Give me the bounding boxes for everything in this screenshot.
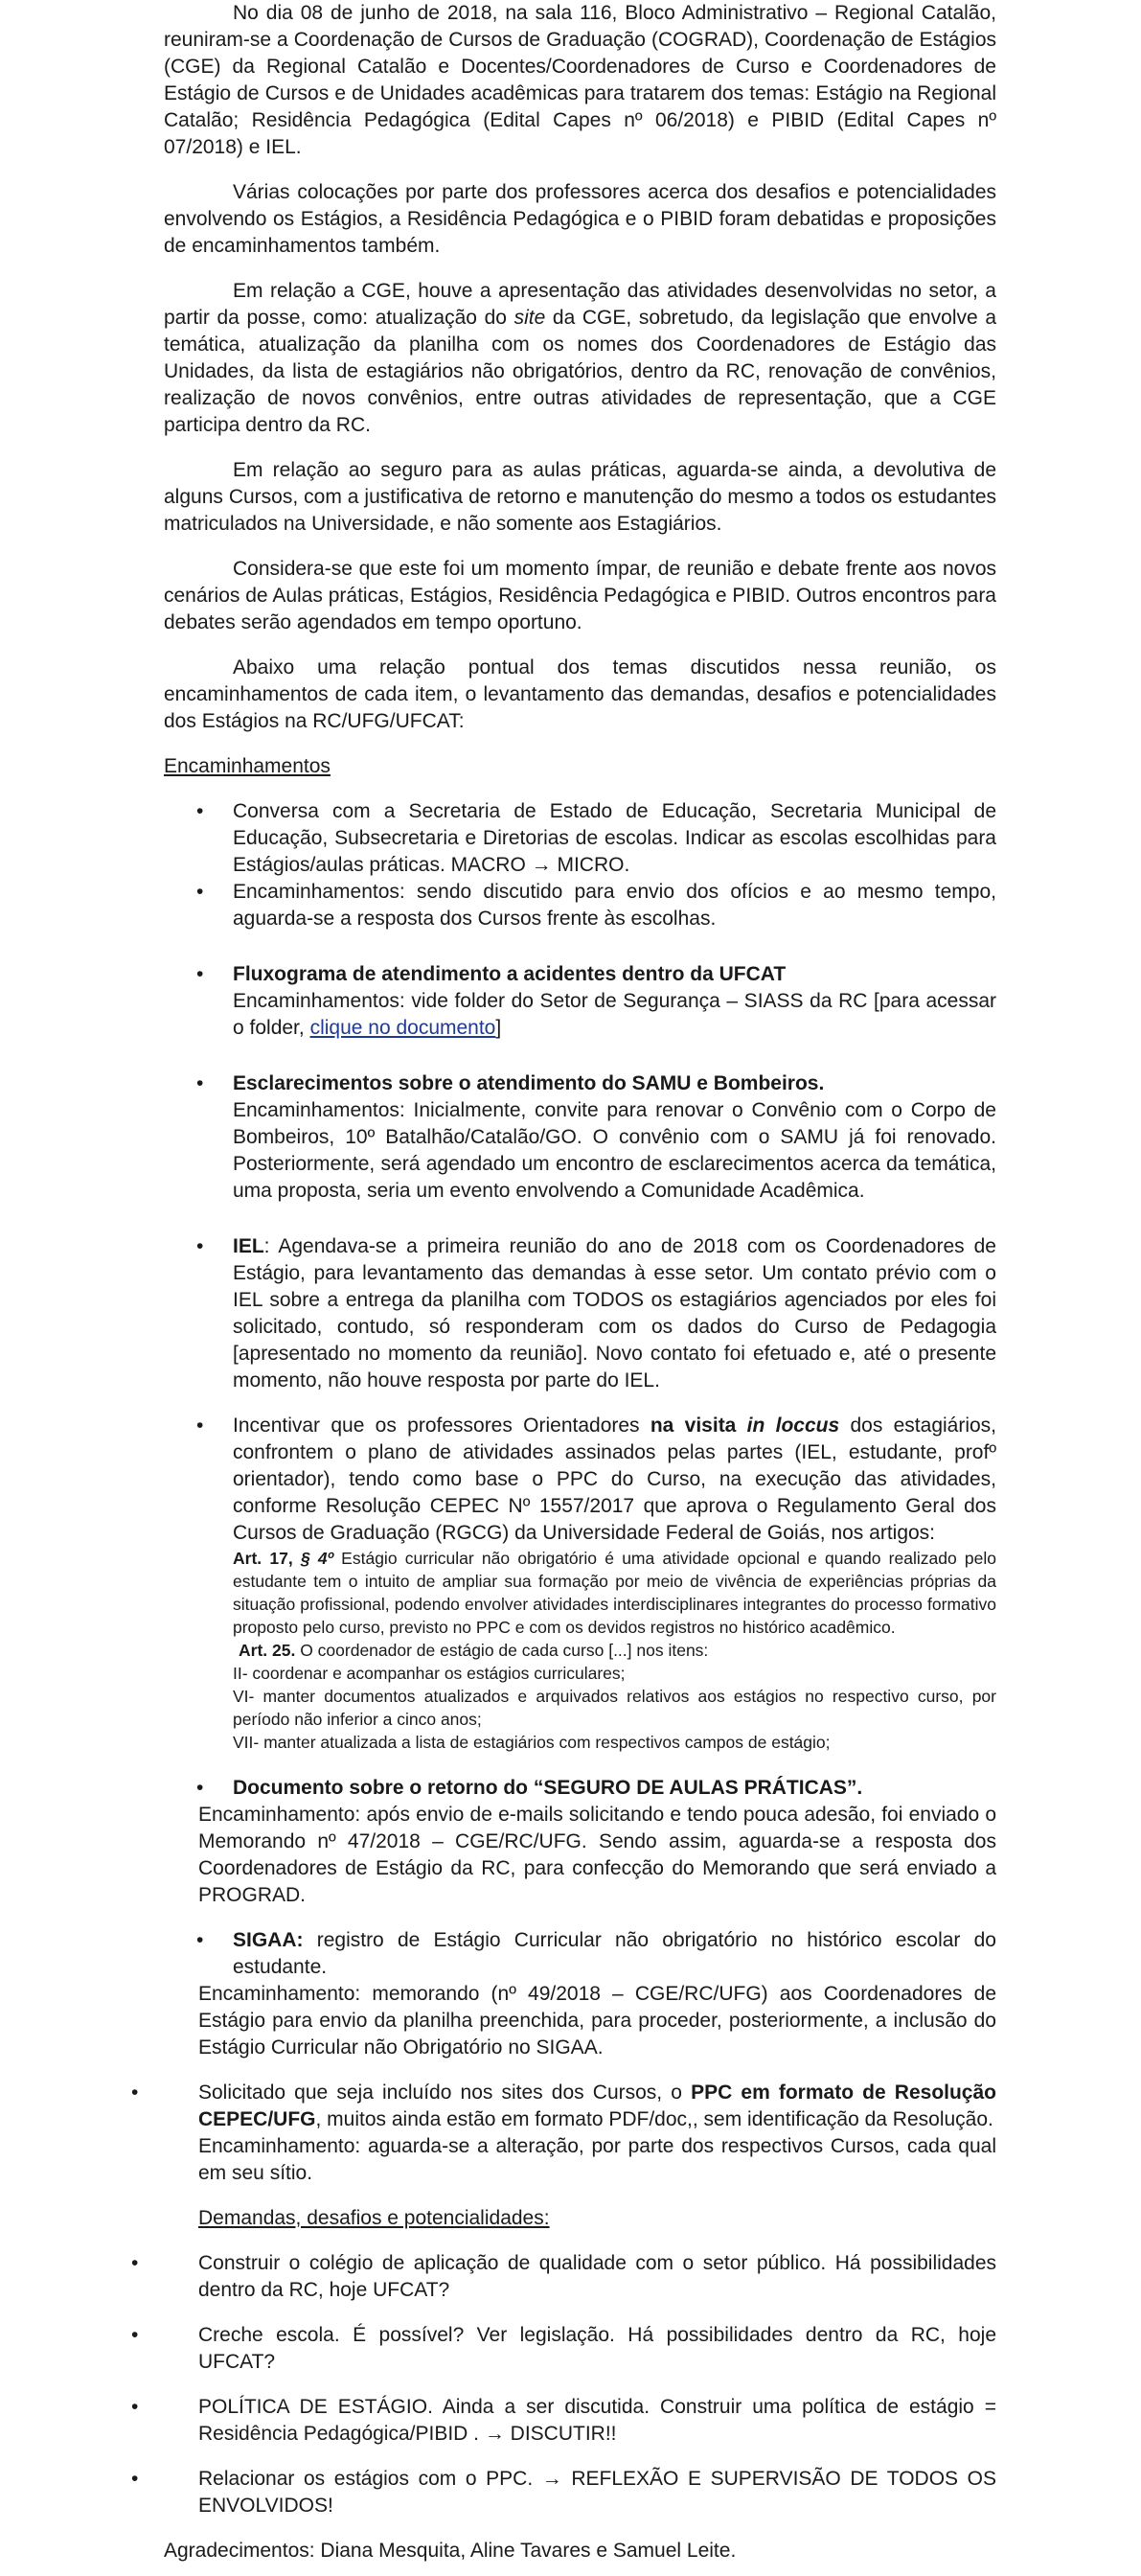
bullet-marker: • [131, 2324, 139, 2346]
cge-text-a: Em relação a CGE, houve a apresentação das atividades desenvolvidas no setor, a partir da posse, como: atualização do [164, 280, 996, 329]
list-item-oficios [164, 879, 996, 932]
demanda-ppc [131, 2466, 996, 2519]
iel-title: IEL [233, 1235, 264, 1257]
list-item-iel [164, 1233, 996, 1394]
demanda-text: Construir o colégio de aplicação de qualidade com o setor público. Há possibilidades dentro da RC, hoje UFCAT? [198, 2252, 996, 2301]
cge-text-b: da CGE, sobretudo, da legislação que envolve a temática, atualização da planilha com os nomes dos Coordenadores de Estágio das Unidades, da lista de estagiários não obrigatórios, dentro da RC, renovação de convênios, realização de novos convênios, entre outras atividades de representação, que a CGE participa dentro da RC. [164, 307, 996, 436]
bullet-marker: • [131, 2252, 139, 2274]
list-item-samu [164, 1070, 996, 1205]
ppc-text-b: , muitos ainda estão em formato PDF/doc,, sem identificação da Resolução. [315, 2108, 993, 2130]
orientadores-text-a: Incentivar que os professores Orientadores [233, 1414, 650, 1437]
samu-title: Esclarecimentos sobre o atendimento do SAMU e Bombeiros. [233, 1072, 825, 1094]
list-item-ppc [131, 2080, 996, 2187]
bullet-marker: • [131, 2468, 139, 2490]
seguro-title: Documento sobre o retorno do “SEGURO DE AULAS PRÁTICAS”. [233, 1777, 863, 1799]
art25-label: Art. 25. [239, 1641, 296, 1660]
iel-text: : Agendava-se a primeira reunião do ano de 2018 com os Coordenadores de Estágio, para levantamento das demandas à esse setor. Um contato prévio com o IEL sobre a entrega da planilha com TODOS os estagiários agenciados por eles foi solicitado, contudo, só responderam com os dados do Curso de Pedagogia [apresentado no momento da reunião]. Novo contato foi efetuado e, até o presente momento, não houve resposta por parte do IEL. [233, 1235, 996, 1392]
list-item-text: Conversa com a Secretaria de Estado de Educação, Secretaria Municipal de Educação, Subsecretaria e Diretorias de escolas. Indicar as escolas escolhidas para Estágios/aulas práticas. MACRO → MICRO. [233, 800, 996, 876]
in-loccus: in loccus [746, 1414, 840, 1437]
bullet-marker: • [196, 1777, 204, 1799]
demanda-creche [131, 2322, 996, 2376]
ppc-encaminhamento: Encaminhamento: aguarda-se a alteração, por parte dos respectivos Cursos, cada qual em seu sítio. [198, 2135, 996, 2184]
demanda-text: Relacionar os estágios com o PPC. → REFLEXÃO E SUPERVISÃO DE TODOS OS ENVOLVIDOS! [198, 2468, 996, 2517]
art17-text: Estágio curricular não obrigatório é uma atividade opcional e quando realizado pelo estudante tem o intuito de ampliar sua formação por meio de vivência de experiências próprias da situação profissional, podendo envolver atividades interdisciplinares integrantes do processo formativo proposto pelo curso, previsto no PPC e com os devidos registros no histórico acadêmico. [233, 1549, 996, 1637]
samu-text: Encaminhamentos: Inicialmente, convite para renovar o Convênio com o Corpo de Bombeiros, 10º Batalhão/Catalão/GO. O convênio com o SAMU já foi renovado. Posteriormente, será agendado um encontro de esclarecimentos acerca da temática, uma proposta, seria um evento envolvendo a Comunidade Acadêmica. [233, 1099, 996, 1202]
paragraph-momento: Considera-se que este foi um momento ímpar, de reunião e debate frente aos novos cenários de Aulas práticas, Estágios, Residência Pedagógica e PIBID. Outros encontros para debates serão agendados em tempo oportuno. [164, 558, 996, 633]
list-item-text: Encaminhamentos: sendo discutido para envio dos ofícios e ao mesmo tempo, aguarda-se a resposta dos Cursos frente às escolhas. [233, 881, 996, 930]
bullet-marker: • [131, 2396, 139, 2418]
bullet-marker: • [196, 881, 204, 903]
sigaa-section [164, 1927, 996, 2061]
demanda-politica [131, 2394, 996, 2448]
orientadores-bold: na visita [650, 1414, 747, 1437]
bullet-marker: • [196, 1929, 204, 1951]
sigaa-encaminhamento: Encaminhamento: memorando (nº 49/2018 – CGE/RC/UFG) aos Coordenadores de Estágio para envio da planilha preenchida, para proceder, posteriormente, a inclusão do Estágio Curricular não Obrigatório no SIGAA. [198, 1983, 996, 2058]
art17-label: Art. 17, [233, 1549, 301, 1568]
paragraph-seguro: Em relação ao seguro para as aulas práticas, aguarda-se ainda, a devolutiva de alguns Cursos, com a justificativa de retorno e manutenção do mesmo a todos os estudantes matriculados na Universidade, e não somente aos Estagiários. [164, 459, 996, 535]
fluxograma-title: Fluxograma de atendimento a acidentes dentro da UFCAT [233, 963, 787, 985]
agradecimentos: Agradecimentos: Diana Mesquita, Aline Tavares e Samuel Leite. [164, 2540, 737, 2562]
art17-paragraph-sign: § 4º [300, 1549, 333, 1568]
bullet-marker: • [196, 800, 204, 822]
demanda-colegio [131, 2250, 996, 2304]
orientadores-text-b: dos estagiários, confrontem o plano de atividades assinados pelas partes (IEL, estudante, profº orientador), tendo como base o PPC do Curso, na execução das atividades, conforme Resolução CEPEC Nº 1557/2017 que aprova o Regulamento Geral dos Cursos de Graduação (RGCG) da Universidade Federal de Goiás, nos artigos: [233, 1414, 997, 1544]
art25-item-vi: VI- manter documentos atualizados e arquivados relativos aos estágios no respectivo curso, por período não inferior a cinco anos; [233, 1687, 996, 1729]
list-item-secretaria [164, 798, 996, 879]
ppc-bold: PPC em formato de Resolução CEPEC/UFG [198, 2082, 996, 2130]
document-body [131, 0, 997, 2564]
paragraph-relacao: Abaixo uma relação pontual dos temas discutidos nessa reunião, os encaminhamentos de cada item, o levantamento das demandas, desafios e potencialidades dos Estágios na RC/UFG/UFCAT: [164, 656, 996, 732]
fluxograma-text: Encaminhamentos: vide folder do Setor de Segurança – SIASS da RC [para acessar o folder, [233, 990, 996, 1039]
bullet-marker: • [196, 963, 204, 985]
art25-text: O coordenador de estágio de cada curso [...] nos itens: [295, 1641, 709, 1660]
demanda-text: Creche escola. É possível? Ver legislação. Há possibilidades dentro da RC, hoje UFCAT? [198, 2324, 996, 2373]
bullet-marker: • [196, 1414, 204, 1437]
encaminhamentos-heading: Encaminhamentos [164, 755, 331, 777]
paragraph-debates: Várias colocações por parte dos professores acerca dos desafios e potencialidades envolvendo os Estágios, a Residência Pedagógica e o PIBID foram debatidas e proposições de encaminhamentos também. [164, 181, 996, 257]
art17-block [233, 1547, 996, 1639]
site-word: site [513, 307, 546, 329]
clique-no-documento-link[interactable]: clique no documento [309, 1017, 496, 1039]
bullet-marker: • [131, 2082, 139, 2104]
paragraph-cge [164, 278, 996, 439]
bullet-marker: • [196, 1235, 204, 1257]
art25-item-vii: VII- manter atualizada a lista de estagiários com respectivos campos de estágio; [233, 1733, 831, 1752]
seguro-section [164, 1775, 996, 1909]
list-item-orientadores [164, 1413, 996, 1754]
demanda-text: POLÍTICA DE ESTÁGIO. Ainda a ser discutida. Construir uma política de estágio = Residência Pedagógica/PIBID . → DISCUTIR!! [198, 2396, 996, 2445]
list-item-fluxograma [164, 961, 996, 1042]
ppc-text-a: Solicitado que seja incluído nos sites dos Cursos, o [198, 2082, 692, 2104]
sigaa-title: SIGAA: [233, 1929, 304, 1951]
sigaa-text: registro de Estágio Curricular não obrigatório no histórico escolar do estudante. [233, 1929, 996, 1978]
seguro-text: Encaminhamento: após envio de e-mails solicitando e tendo pouca adesão, foi enviado o Memorando nº 47/2018 – CGE/RC/UFG. Sendo assim, aguarda-se a resposta dos Coordenadores de Estágio da RC, para confecção do Memorando que será enviado a PROGRAD. [198, 1804, 996, 1906]
intro-paragraph: No dia 08 de junho de 2018, na sala 116, Bloco Administrativo – Regional Catalão, reuniram-se a Coordenação de Cursos de Graduação (COGRAD), Coordenação de Estágios (CGE) da Regional Catalão e Docentes/Coordenadores de Curso e Coordenadores de Estágio de Cursos e de Unidades acadêmicas para tratarem dos temas: Estágio na Regional Catalão; Residência Pedagógica (Edital Capes nº 06/2018) e PIBID (Edital Capes nº 07/2018) e IEL. [164, 2, 996, 158]
demandas-heading: Demandas, desafios e potencialidades: [198, 2207, 550, 2229]
fluxograma-end: ] [495, 1017, 502, 1039]
art25-block [233, 1639, 996, 1662]
seguro-item [164, 1775, 996, 1802]
art25-item-ii: II- coordenar e acompanhar os estágios curriculares; [233, 1664, 626, 1683]
bullet-marker: • [196, 1072, 204, 1094]
sigaa-item [164, 1927, 996, 1981]
